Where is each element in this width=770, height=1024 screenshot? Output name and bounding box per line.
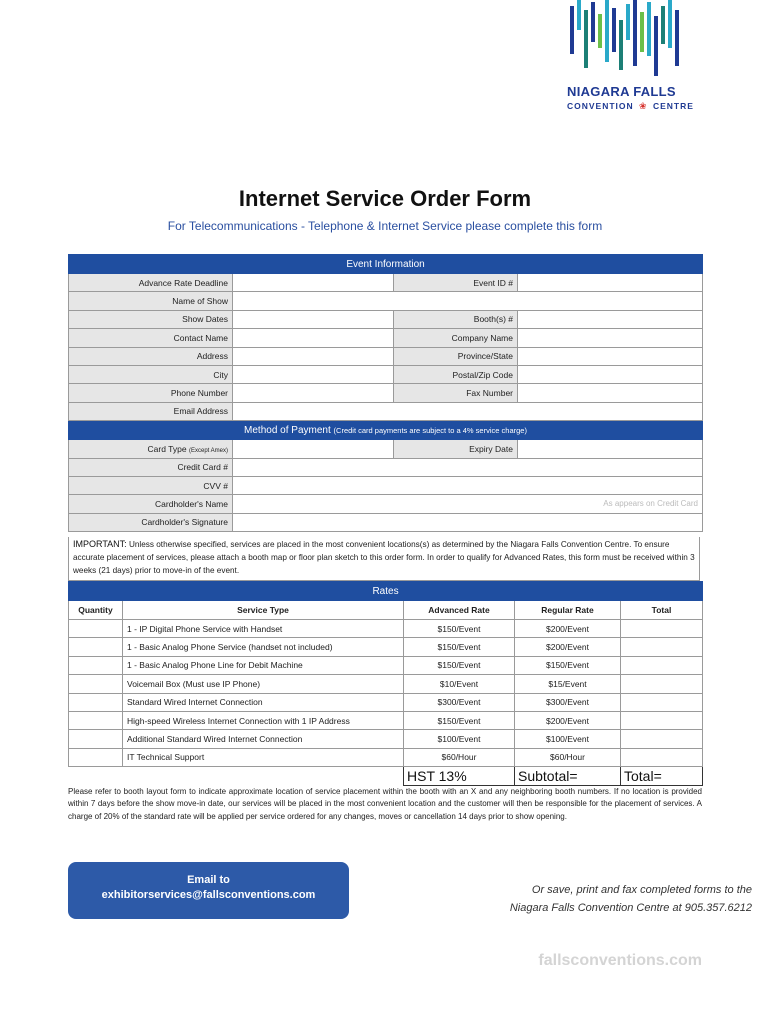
regular-rate-cell: $300/Event <box>515 693 621 711</box>
total-field[interactable] <box>621 693 703 711</box>
advanced-rate-cell: $60/Hour <box>404 748 515 766</box>
company-name-label: Company Name <box>394 329 518 347</box>
table-row <box>69 675 703 693</box>
total-field[interactable] <box>621 748 703 766</box>
payment-header <box>69 421 703 440</box>
service-type-cell: Standard Wired Internet Connection <box>123 693 404 711</box>
event-id-field[interactable] <box>518 274 703 292</box>
service-type-cell: 1 - IP Digital Phone Service with Handset <box>123 620 404 638</box>
show-dates-field[interactable] <box>233 310 394 328</box>
cvv-label: CVV # <box>69 476 233 494</box>
card-type-field[interactable] <box>233 440 394 458</box>
form-row <box>69 402 703 420</box>
email-button[interactable] <box>68 862 349 919</box>
event-info-header <box>69 255 703 274</box>
important-text: Unless otherwise specified, services are placed in the most convenient locations(s) as determined by the Niagara Falls Convention Centre. To ensure accurate placement of services, please attach a booth map or floor plan sketch to this order form. In order to qualify for Advanced Rates, this form must be received within 3 weeks (21 days) prior to move-in of the event. <box>73 540 695 575</box>
advanced-rate-cell: $150/Event <box>404 620 515 638</box>
page-title: Internet Service Order Form <box>238 186 532 211</box>
totals-spacer <box>123 767 404 786</box>
total-field[interactable] <box>621 730 703 748</box>
booths-field[interactable] <box>518 310 703 328</box>
rates-column-headers <box>69 601 703 620</box>
form-row <box>69 365 703 383</box>
payment-header-cell <box>69 421 703 440</box>
order-form-table <box>68 254 703 532</box>
phone-number-label: Phone Number <box>69 384 233 402</box>
form-row <box>69 329 703 347</box>
event-info-header-label: Event Information <box>69 255 703 274</box>
maple-leaf-icon: ❀ <box>639 101 648 111</box>
service-type-cell: IT Technical Support <box>123 748 404 766</box>
form-row <box>69 495 703 513</box>
advanced-rate-cell: $150/Event <box>404 638 515 656</box>
logo-bars-icon <box>568 0 684 78</box>
form-row <box>69 347 703 365</box>
table-row <box>69 711 703 729</box>
company-name-field[interactable] <box>518 329 703 347</box>
table-row <box>69 638 703 656</box>
address-label: Address <box>69 347 233 365</box>
regular-rate-cell: $100/Event <box>515 730 621 748</box>
fax-note <box>510 881 752 917</box>
postal-zip-label: Postal/Zip Code <box>394 365 518 383</box>
rates-header-label: Rates <box>69 582 703 601</box>
regular-rate-cell: $150/Event <box>515 656 621 674</box>
regular-rate-cell: $200/Event <box>515 620 621 638</box>
form-row <box>69 384 703 402</box>
important-label: IMPORTANT: <box>73 539 127 549</box>
cardholder-signature-field[interactable] <box>233 513 703 531</box>
rates-table <box>68 581 703 786</box>
footer-website[interactable]: fallsconventions.com <box>538 952 702 969</box>
table-row <box>69 730 703 748</box>
logo-name: NIAGARA FALLS <box>567 84 676 99</box>
regular-rate-cell: $15/Event <box>515 675 621 693</box>
quantity-field[interactable] <box>69 748 123 766</box>
logo-subtitle <box>567 101 694 112</box>
total-field[interactable] <box>621 620 703 638</box>
expiry-date-field[interactable] <box>518 440 703 458</box>
quantity-field[interactable] <box>69 711 123 729</box>
fax-note-line2: Niagara Falls Convention Centre at 905.357.6212 <box>509 902 752 914</box>
quantity-field[interactable] <box>69 730 123 748</box>
address-field[interactable] <box>233 347 394 365</box>
advance-rate-deadline-field[interactable] <box>233 274 394 292</box>
advanced-rate-cell: $150/Event <box>404 711 515 729</box>
service-type-cell: High-speed Wireless Internet Connection with 1 IP Address <box>123 711 404 729</box>
table-row <box>69 656 703 674</box>
quantity-field[interactable] <box>69 693 123 711</box>
payment-header-label: Method of Payment <box>244 424 331 436</box>
column-header-service-type: Service Type <box>123 601 404 620</box>
placement-notice: Please refer to booth layout form to indicate approximate location of service placement within the booth with an X and any neighboring booth numbers. If no location is provided within 7 days before the show move-in date, our services will be placed in the most convenient location and the customer will then be responsible for the placement of services. A charge of 20% of the standard rate will be applied per service ordered for any changes, moves or cancellation 14 days prior to show opening. <box>68 787 702 821</box>
cardholder-signature-label: Cardholder's Signature <box>69 513 233 531</box>
table-row <box>69 693 703 711</box>
regular-rate-cell: $60/Hour <box>515 748 621 766</box>
city-label: City <box>69 365 233 383</box>
service-type-cell: 1 - Basic Analog Phone Service (handset not included) <box>123 638 404 656</box>
card-type-label: Card Type <box>147 443 187 454</box>
form-row <box>69 310 703 328</box>
total-amount-field[interactable]: Total= <box>621 767 703 786</box>
total-field[interactable] <box>621 675 703 693</box>
table-row <box>69 620 703 638</box>
cardholder-name-field[interactable] <box>233 495 703 513</box>
logo-sub-left: CONVENTION <box>567 101 634 111</box>
column-header-quantity: Quantity <box>69 601 123 620</box>
form-row <box>69 440 703 458</box>
fax-number-label: Fax Number <box>394 384 518 402</box>
total-field[interactable] <box>621 638 703 656</box>
advance-rate-deadline-label: Advance Rate Deadline <box>69 274 233 292</box>
regular-rate-cell: $200/Event <box>515 638 621 656</box>
cardholder-name-label: Cardholder's Name <box>69 495 233 513</box>
fax-note-line1: Or save, print and fax completed forms to the <box>531 884 752 896</box>
total-field[interactable] <box>621 656 703 674</box>
logo-sub-right: CENTRE <box>652 101 694 111</box>
payment-header-note: (Credit card payments are subject to a 4% service charge) <box>333 425 527 435</box>
column-header-advanced-rate: Advanced Rate <box>404 601 515 620</box>
form-row <box>69 476 703 494</box>
postal-zip-field[interactable] <box>518 365 703 383</box>
quantity-field[interactable] <box>69 620 123 638</box>
table-row <box>69 748 703 766</box>
credit-card-field[interactable] <box>233 458 703 476</box>
phone-number-field[interactable] <box>233 384 394 402</box>
service-type-cell: Additional Standard Wired Internet Connection <box>123 730 404 748</box>
form-row <box>69 458 703 476</box>
card-type-label-cell <box>69 440 233 458</box>
regular-rate-cell: $200/Event <box>515 711 621 729</box>
credit-card-label: Credit Card # <box>69 458 233 476</box>
form-row <box>69 292 703 310</box>
name-of-show-field[interactable] <box>233 292 703 310</box>
subtotal-field[interactable]: Subtotal= <box>515 767 621 786</box>
email-address-label: Email Address <box>69 402 233 420</box>
show-dates-label: Show Dates <box>69 310 233 328</box>
service-type-cell: 1 - Basic Analog Phone Line for Debit Machine <box>123 656 404 674</box>
hst-field[interactable]: HST 13% <box>404 767 515 786</box>
advanced-rate-cell: $300/Event <box>404 693 515 711</box>
niagara-falls-logo <box>560 0 700 118</box>
contact-name-label: Contact Name <box>69 329 233 347</box>
service-type-cell: Voicemail Box (Must use IP Phone) <box>123 675 404 693</box>
event-id-label: Event ID # <box>394 274 518 292</box>
cardholder-name-hint: As appears on Credit Card <box>603 499 698 509</box>
form-row <box>69 274 703 292</box>
province-state-field[interactable] <box>518 347 703 365</box>
column-header-regular-rate: Regular Rate <box>515 601 621 620</box>
advanced-rate-cell: $10/Event <box>404 675 515 693</box>
advanced-rate-cell: $150/Event <box>404 656 515 674</box>
card-type-note: (Except Amex) <box>188 447 228 454</box>
advanced-rate-cell: $100/Event <box>404 730 515 748</box>
fax-number-field[interactable] <box>518 384 703 402</box>
email-address-field[interactable] <box>233 402 703 420</box>
name-of-show-label: Name of Show <box>69 292 233 310</box>
city-field[interactable] <box>233 365 394 383</box>
page-subtitle: For Telecommunications - Telephone & Internet Service please complete this form <box>167 219 603 233</box>
booths-label: Booth(s) # <box>394 310 518 328</box>
contact-name-field[interactable] <box>233 329 394 347</box>
totals-row <box>69 767 703 786</box>
totals-spacer <box>69 767 123 786</box>
province-state-label: Province/State <box>394 347 518 365</box>
important-notice <box>68 537 700 581</box>
column-header-total: Total <box>621 601 703 620</box>
total-field[interactable] <box>621 711 703 729</box>
expiry-date-label: Expiry Date <box>394 440 518 458</box>
email-button-address: exhibitorservices@fallsconventions.com <box>101 889 316 901</box>
quantity-field[interactable] <box>69 656 123 674</box>
quantity-field[interactable] <box>69 638 123 656</box>
cvv-field[interactable] <box>233 476 703 494</box>
rates-header <box>69 582 703 601</box>
email-button-line1: Email to <box>187 874 230 886</box>
quantity-field[interactable] <box>69 675 123 693</box>
form-row <box>69 513 703 531</box>
